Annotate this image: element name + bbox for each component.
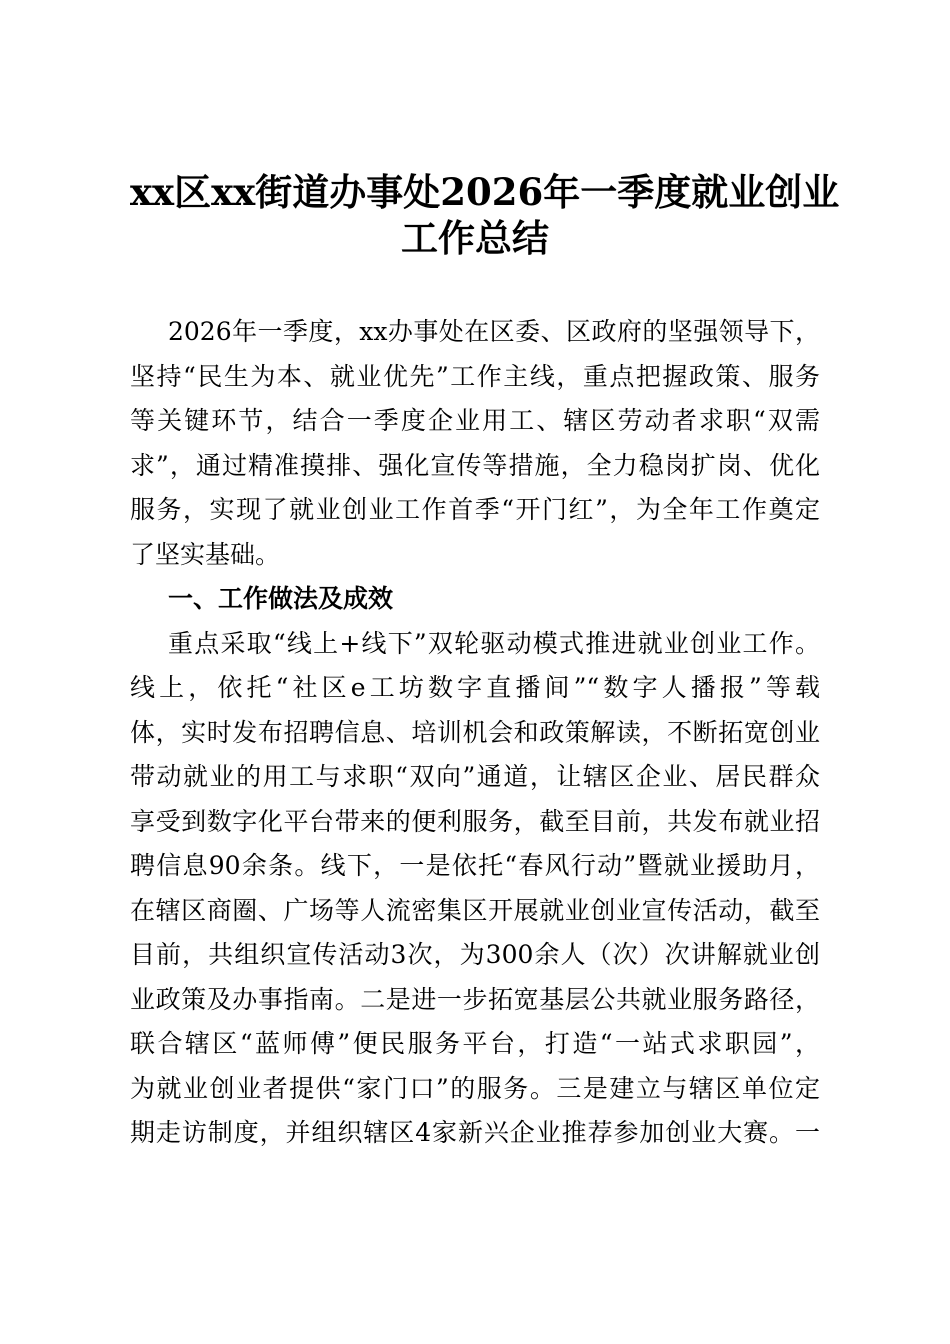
body-line-8: 目前，共组织宣传活动3次，为300余人（次）次讲解就业创 bbox=[130, 940, 820, 969]
body-line-5: 享受到数字化平台带来的便利服务，截至目前，共发布就业招 bbox=[130, 807, 820, 836]
intro-line-4: 求”，通过精准摸排、强化宣传等措施，全力稳岗扩岗、优化 bbox=[130, 451, 820, 480]
intro-line-6: 了坚实基础。 bbox=[130, 540, 281, 569]
body-line-2: 线上，依托“社区e工坊数字直播间”“数字人播报”等载 bbox=[130, 673, 820, 702]
body-line-11: 为就业创业者提供“家门口”的服务。三是建立与辖区单位定 bbox=[130, 1074, 820, 1103]
intro-line-1: 2026年一季度，xx办事处在区委、区政府的坚强领导下， bbox=[168, 317, 820, 346]
body-line-1: 重点采取“线上+线下”双轮驱动模式推进就业创业工作。 bbox=[168, 629, 820, 658]
body-line-7: 在辖区商圈、广场等人流密集区开展就业创业宣传活动，截至 bbox=[130, 896, 820, 925]
section-heading: 一、工作做法及成效 bbox=[168, 584, 394, 613]
document-title-line-2: 工作总结 bbox=[401, 216, 549, 260]
document-title-line-1: xx区xx街道办事处2026年一季度就业创业 bbox=[130, 170, 840, 214]
intro-line-3: 等关键环节，结合一季度企业用工、辖区劳动者求职“双需 bbox=[130, 406, 820, 435]
body-line-9: 业政策及办事指南。二是进一步拓宽基层公共就业服务路径， bbox=[130, 985, 820, 1014]
intro-line-5: 服务，实现了就业创业工作首季“开门红”，为全年工作奠定 bbox=[130, 495, 820, 524]
body-line-12: 期走访制度，并组织辖区4家新兴企业推荐参加创业大赛。一 bbox=[130, 1118, 820, 1147]
body-line-4: 带动就业的用工与求职“双向”通道，让辖区企业、居民群众 bbox=[130, 762, 820, 791]
body-line-6: 聘信息90余条。线下，一是依托“春风行动”暨就业援助月， bbox=[130, 851, 820, 880]
body-line-3: 体，实时发布招聘信息、培训机会和政策解读，不断拓宽创业 bbox=[130, 718, 820, 747]
body-line-10: 联合辖区“蓝师傅”便民服务平台，打造“一站式求职园”， bbox=[130, 1029, 820, 1058]
intro-line-2: 坚持“民生为本、就业优先”工作主线，重点把握政策、服务 bbox=[130, 362, 820, 391]
